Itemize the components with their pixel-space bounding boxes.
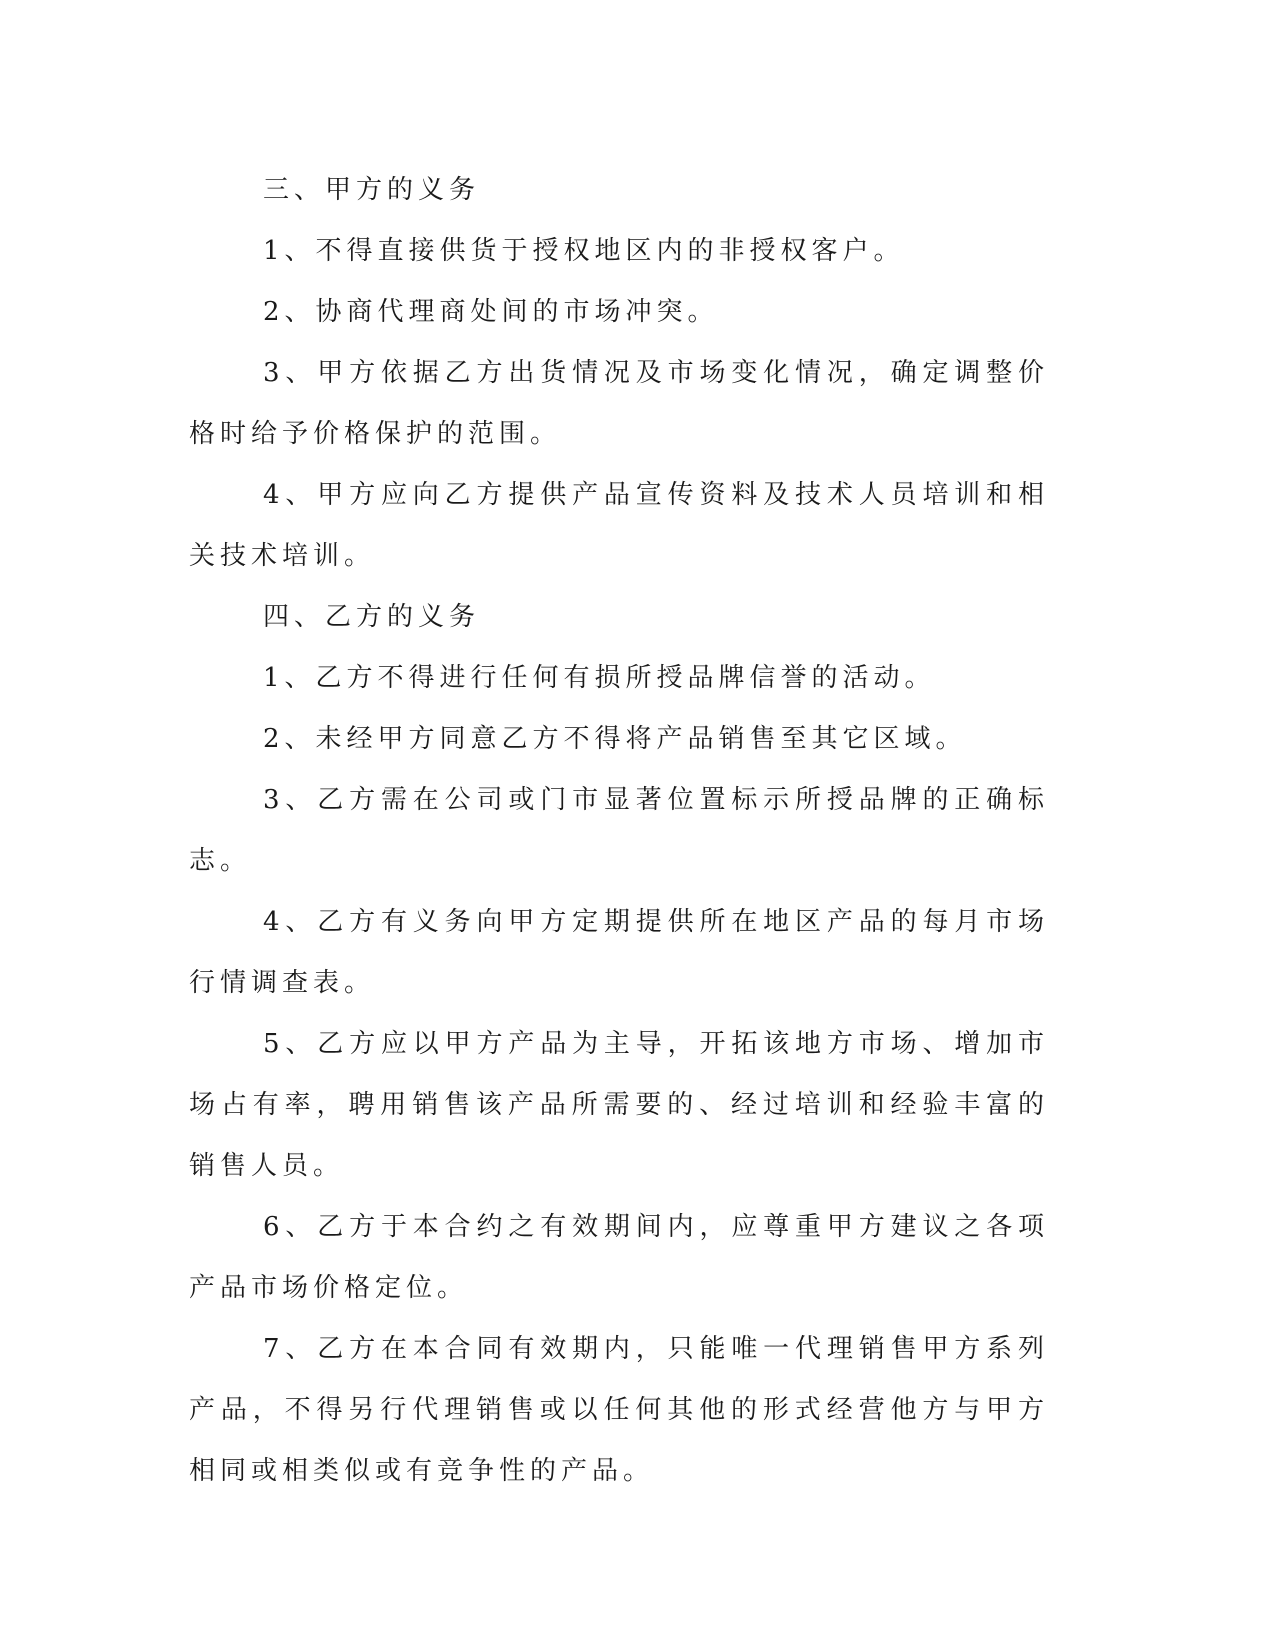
- paragraph: 2、协商代理商处间的市场冲突。: [263, 297, 719, 327]
- paragraph: 6、乙方于本合约之有效期间内，应尊重甲方建议之各项产品市场价格定位。: [189, 1212, 1049, 1303]
- paragraph: 1、不得直接供货于授权地区内的非授权客户。: [263, 236, 905, 266]
- section-heading-party-b-obligations: 四、乙方的义务: [263, 602, 481, 632]
- paragraph: 1、乙方不得进行任何有损所授品牌信誉的活动。: [263, 663, 936, 693]
- paragraph: 4、乙方有义务向甲方定期提供所在地区产品的每月市场行情调查表。: [189, 907, 1049, 998]
- paragraph: 2、未经甲方同意乙方不得将产品销售至其它区域。: [263, 724, 967, 754]
- section-heading-party-a-obligations: 三、甲方的义务: [263, 175, 481, 205]
- paragraph: 7、乙方在本合同有效期内，只能唯一代理销售甲方系列产品，不得另行代理销售或以任何其他的形式经营他方与甲方相同或相类似或有竞争性的产品。: [189, 1334, 1049, 1486]
- document-body: [189, 160, 1049, 1502]
- paragraph: 4、甲方应向乙方提供产品宣传资料及技术人员培训和相关技术培训。: [189, 480, 1049, 571]
- paragraph: 3、甲方依据乙方出货情况及市场变化情况，确定调整价格时给予价格保护的范围。: [189, 358, 1049, 449]
- paragraph: 5、乙方应以甲方产品为主导，开拓该地方市场、增加市场占有率，聘用销售该产品所需要的、经过培训和经验丰富的销售人员。: [189, 1029, 1049, 1181]
- paragraph: 3、乙方需在公司或门市显著位置标示所授品牌的正确标志。: [189, 785, 1049, 876]
